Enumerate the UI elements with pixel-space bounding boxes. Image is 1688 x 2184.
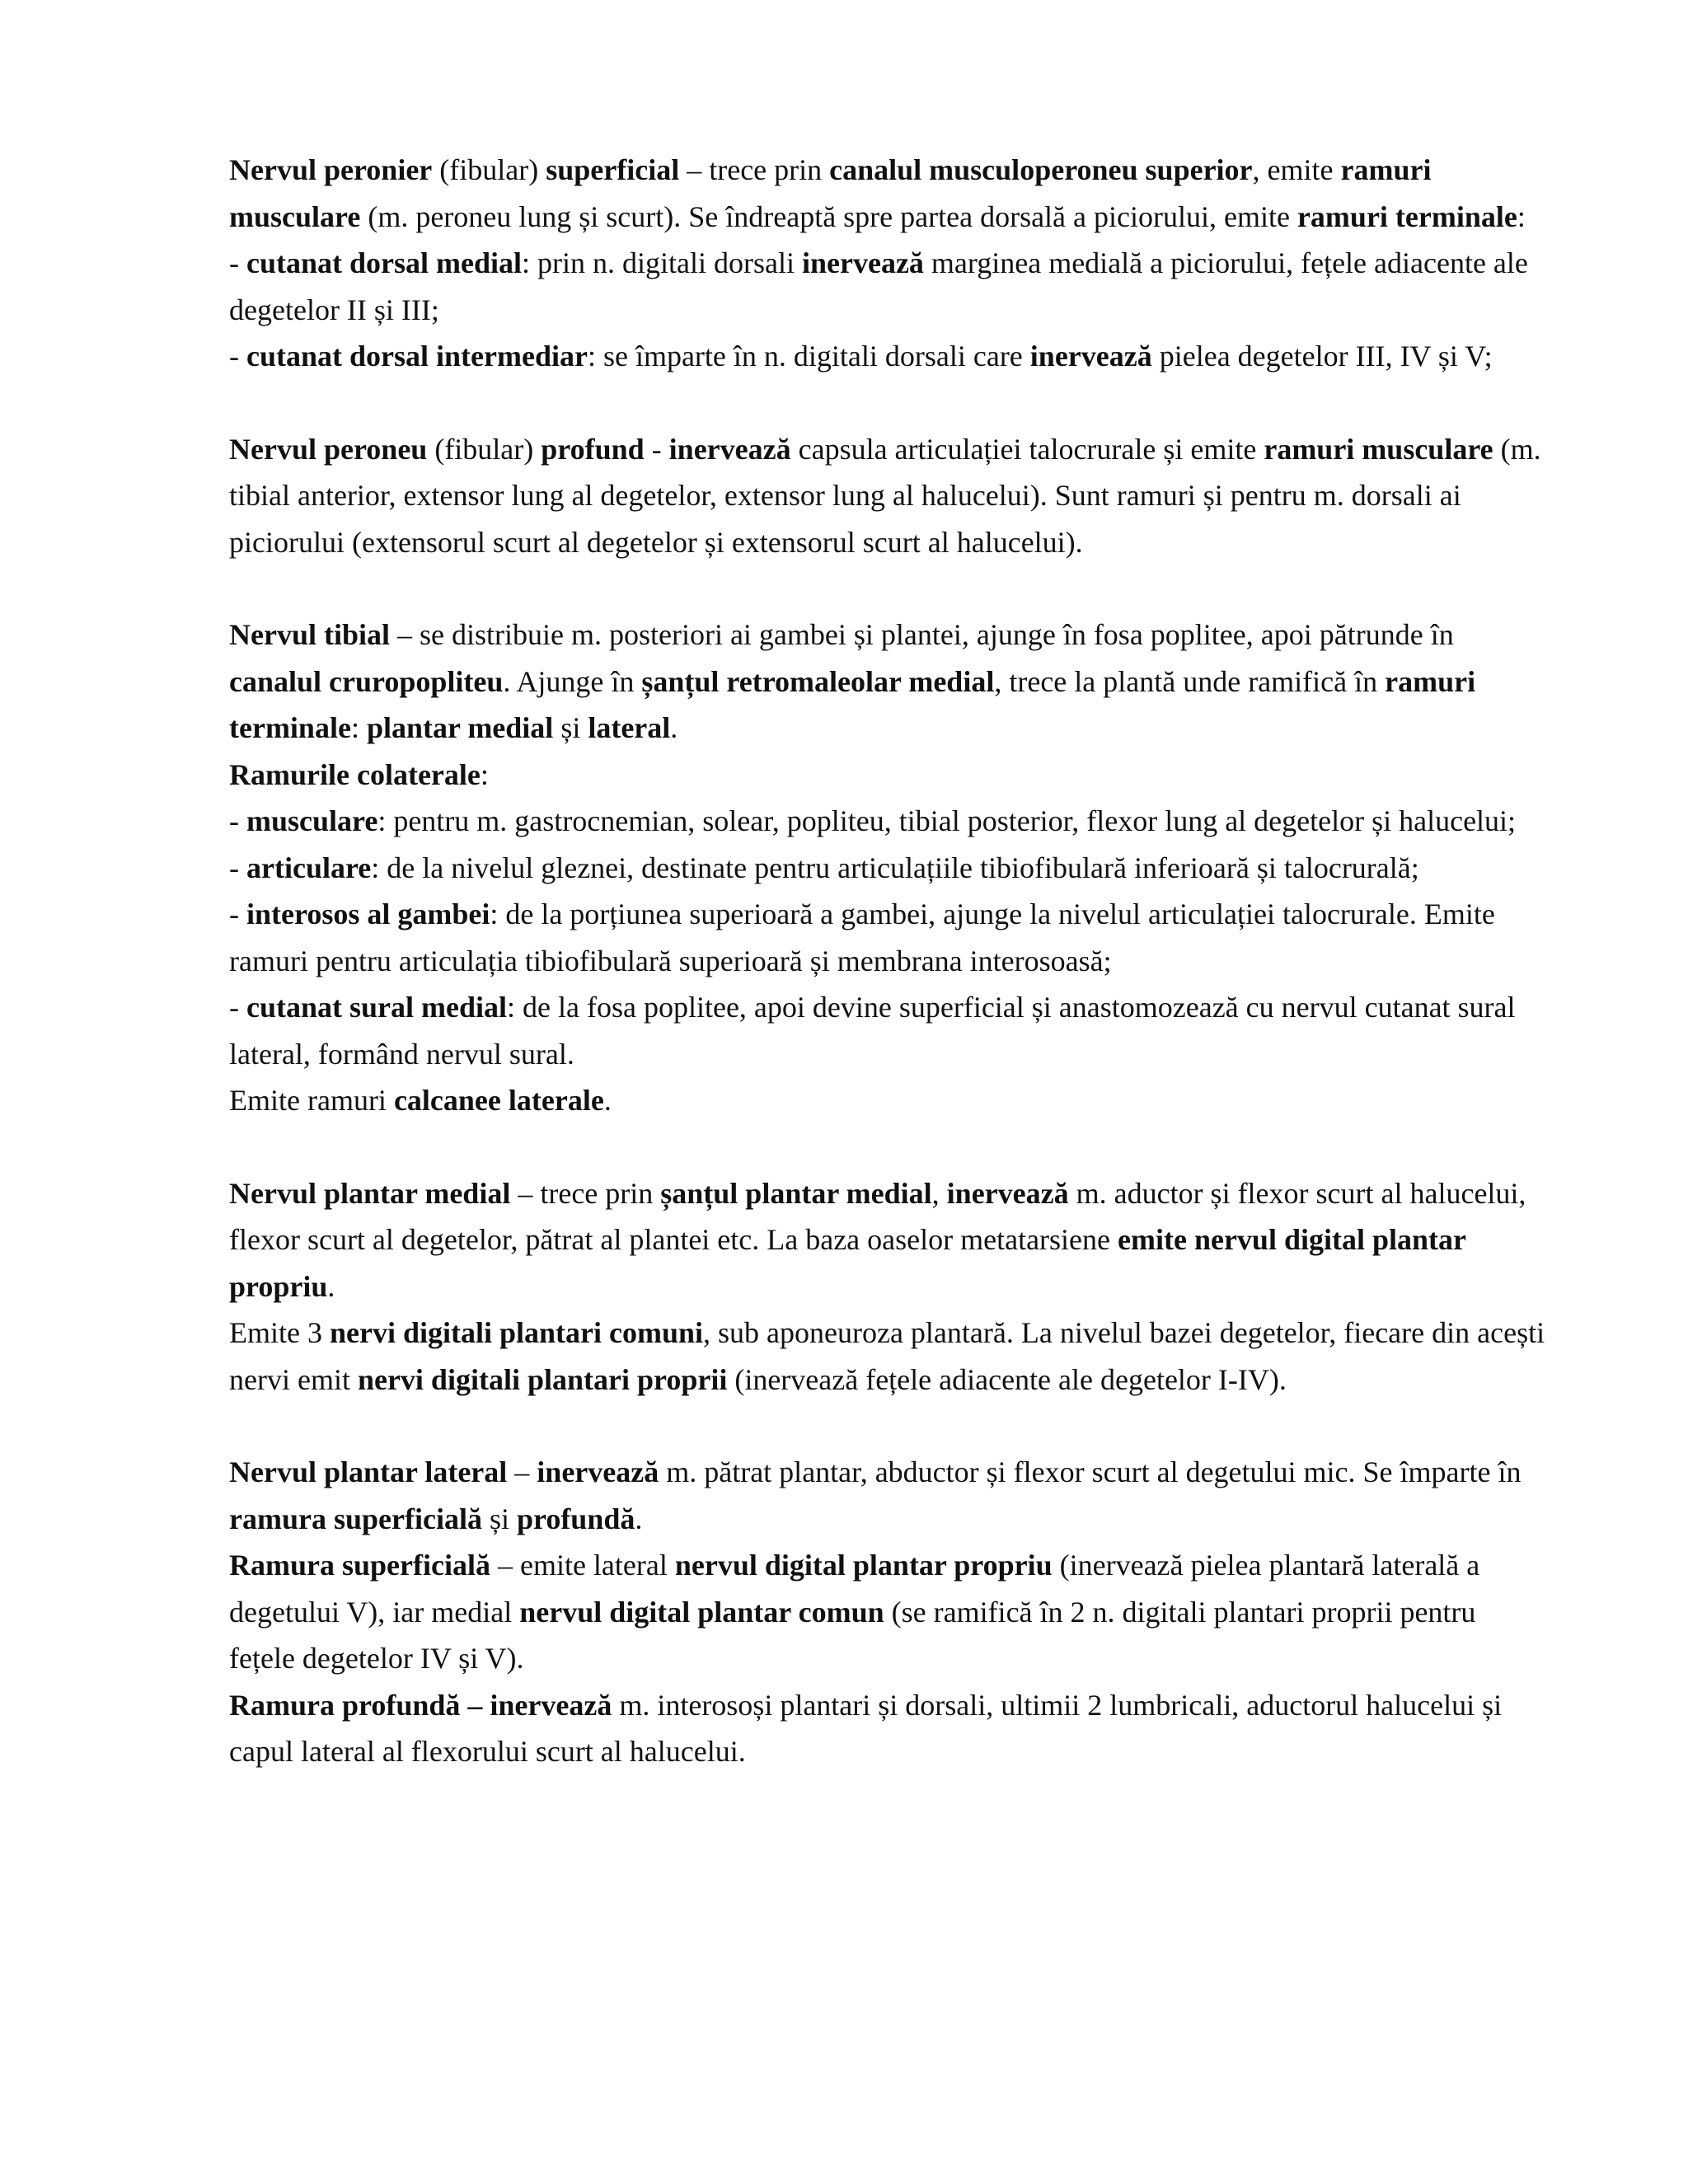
list-item	[229, 984, 1548, 1077]
bold-text: Nervul peronier	[229, 153, 433, 186]
bold-text: Nervul peroneu	[229, 432, 428, 466]
bold-text: interosos al gambei	[246, 898, 490, 930]
text-run: -	[229, 851, 246, 884]
bold-text: ramuri terminale	[229, 664, 1476, 744]
text-run: , sub aponeuroza plantară. La nivelul bazei degetelor, fiecare din acești nervi emit	[229, 1316, 1545, 1396]
bold-text: Nervul tibial	[229, 618, 390, 651]
text-run: (m. peroneu lung și scurt). Se îndreaptă spre partea dorsală a piciorului, emite	[360, 199, 1297, 233]
bold-text: profund	[541, 432, 645, 466]
paragraph	[229, 426, 1548, 566]
text-run: :	[480, 757, 489, 791]
paragraph	[229, 1170, 1548, 1310]
paragraph	[229, 1542, 1548, 1682]
text-run: capsula articulației talocrurale și emite	[790, 432, 1264, 466]
text-run: : pentru m. gastrocnemian, solear, popliteu, tibial posterior, flexor lung al degetelor și halucelui;	[377, 804, 1517, 837]
bold-text: cutanat sural medial	[246, 991, 508, 1024]
text-run: (fibular)	[432, 153, 546, 186]
text-run: -	[229, 340, 246, 373]
paragraph	[229, 1449, 1548, 1542]
bold-text: Nervul plantar lateral	[229, 1455, 508, 1488]
bold-text: profundă	[516, 1502, 635, 1535]
section-nervul-plantar-medial	[229, 1170, 1548, 1404]
text-run: m. pătrat plantar, abductor și flexor scurt al degetului mic. Se împarte în	[659, 1455, 1522, 1488]
bold-text: calcanee laterale	[393, 1084, 604, 1117]
bold-text: canalul musculoperoneu superior	[829, 153, 1253, 186]
bold-text: cutanat dorsal intermediar	[246, 340, 588, 373]
bold-text: Ramura superficială	[229, 1549, 490, 1582]
text-run: Emite 3	[229, 1316, 330, 1349]
text-run: -	[229, 804, 246, 837]
bold-text: șanțul plantar medial	[660, 1176, 932, 1210]
list-item	[229, 333, 1548, 380]
bold-text: nervi digitali plantari comuni	[329, 1316, 704, 1349]
text-run: m. interosoși plantari și dorsali, ultimii 2 lumbricali, aductorul halucelui și capul lateral al flexorului scurt al halucelui.	[229, 1688, 1503, 1768]
text-run: –	[507, 1455, 537, 1488]
text-run: (fibular)	[427, 432, 542, 466]
text-run: . Ajunge în	[503, 664, 642, 698]
bold-text: Nervul plantar medial	[229, 1176, 511, 1210]
text-run: -	[229, 991, 246, 1024]
bold-text: nervi digitali plantari proprii	[357, 1362, 728, 1396]
bold-text: inervează	[1029, 340, 1152, 373]
text-run: ,	[931, 1176, 947, 1210]
text-run: pielea degetelor III, IV și V;	[1151, 340, 1493, 373]
bold-text: lateral	[588, 711, 671, 744]
text-run: : se împarte în n. digitali dorsali care	[587, 340, 1030, 373]
text-run: Emite ramuri	[229, 1084, 394, 1117]
bold-text: emite nervul digital plantar propriu	[229, 1223, 1466, 1303]
bold-text: superficial	[546, 153, 680, 186]
text-run: marginea medială a piciorului, fețele adiacente ale degetelor II și III;	[229, 246, 1528, 326]
text-run: (inervează fețele adiacente ale degetelor I-IV).	[727, 1362, 1287, 1396]
text-run: , trece la plantă unde ramifică în	[994, 664, 1386, 698]
section-nervul-peronier-superficial	[229, 147, 1548, 380]
text-run: :	[350, 711, 367, 744]
text-run: : prin n. digitali dorsali	[522, 246, 802, 279]
bold-text: articulare	[246, 851, 372, 884]
text-run: : de la fosa poplitee, apoi devine superficial și anastomozează cu nervul cutanat sural lateral, formând nervul sural.	[229, 991, 1516, 1071]
list-item	[229, 845, 1548, 892]
text-run: -	[229, 898, 246, 930]
bold-text: ramura superficială	[229, 1502, 482, 1535]
bold-text: inervează	[537, 1455, 659, 1488]
text-run: (m. tibial anterior, extensor lung al degetelor, extensor lung al halucelui). Sunt ramuri și pentru m. dorsali ai piciorului (extensorul scurt al degetelor și extensorul scurt al halucelui).	[229, 432, 1541, 559]
text-run: (inervează pielea plantară laterală a degetului V), iar medial	[229, 1549, 1480, 1629]
paragraph	[229, 1682, 1548, 1775]
text-run: .	[635, 1502, 643, 1535]
bold-text: plantar medial	[366, 711, 554, 744]
paragraph	[229, 147, 1548, 240]
bold-text: canalul cruropopliteu	[229, 664, 504, 698]
bold-text: inervează	[668, 432, 791, 466]
bold-text: inervează	[801, 246, 924, 279]
bold-text: inervează	[946, 1176, 1069, 1210]
text-run: – se distribuie m. posteriori ai gambei și plantei, ajunge în fosa poplitee, apoi pătrunde în	[390, 618, 1454, 651]
text-run: și	[481, 1502, 517, 1535]
section-nervul-plantar-lateral	[229, 1449, 1548, 1775]
text-run: -	[644, 432, 669, 466]
text-run: – trece prin	[510, 1176, 661, 1210]
bold-text: musculare	[246, 804, 378, 837]
text-run: – trece prin	[679, 153, 830, 186]
text-run: m. aductor și flexor scurt al halucelui, flexor scurt al degetelor, pătrat al plantei etc. La baza oaselor metatarsiene	[229, 1176, 1526, 1256]
bold-text: nervul digital plantar comun	[519, 1595, 884, 1629]
text-run: .	[670, 711, 678, 744]
section-nervul-peroneu-profund	[229, 426, 1548, 566]
text-run: : de la porțiunea superioară a gambei, ajunge la nivelul articulației talocrurale. Emite ramuri pentru articulația tibiofibulară superioară și membrana interosoasă;	[229, 898, 1495, 977]
subheading	[229, 752, 1548, 799]
text-run: (se ramifică în 2 n. digitali plantari proprii pentru fețele degetelor IV și V).	[229, 1595, 1476, 1675]
document-page	[229, 147, 1548, 1775]
list-item	[229, 240, 1548, 333]
text-run: -	[229, 246, 246, 279]
bold-text: ramuri musculare	[1264, 432, 1493, 466]
bold-text: ramuri terminale	[1296, 199, 1517, 233]
text-run: și	[553, 711, 588, 744]
paragraph	[229, 612, 1548, 752]
text-run: , emite	[1252, 153, 1341, 186]
text-run: – emite lateral	[490, 1549, 675, 1582]
section-nervul-tibial	[229, 612, 1548, 1124]
text-run: :	[1517, 199, 1526, 233]
bold-text: nervul digital plantar propriu	[674, 1549, 1053, 1582]
bold-text: șanțul retromaleolar medial	[641, 664, 995, 698]
text-run: .	[327, 1269, 335, 1303]
paragraph	[229, 1310, 1548, 1403]
bold-text: Ramura profundă – inervează	[229, 1688, 612, 1722]
text-run: .	[603, 1084, 612, 1117]
paragraph	[229, 1077, 1548, 1124]
bold-text: ramuri musculare	[229, 153, 1432, 233]
bold-text: Ramurile colaterale	[229, 757, 481, 791]
text-run: : de la nivelul gleznei, destinate pentru articulațiile tibiofibulară inferioară și talocrurală;	[371, 851, 1419, 884]
bold-text: cutanat dorsal medial	[246, 246, 523, 279]
list-item	[229, 798, 1548, 845]
list-item	[229, 891, 1548, 984]
